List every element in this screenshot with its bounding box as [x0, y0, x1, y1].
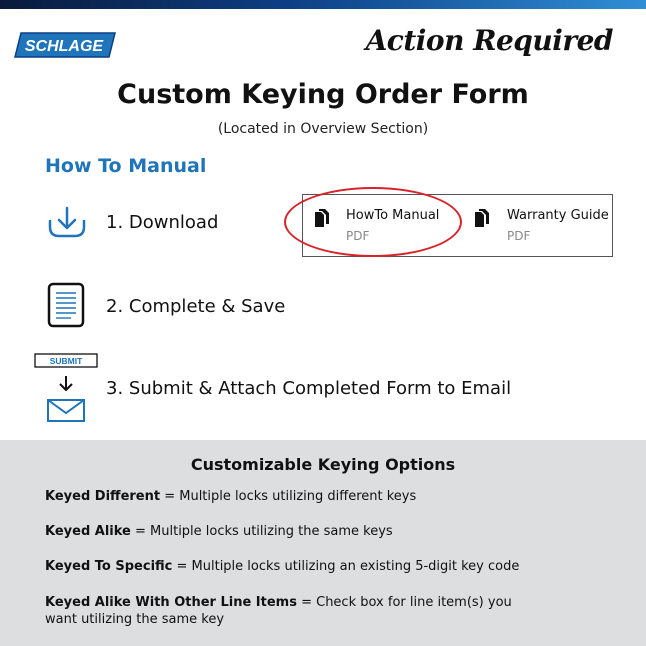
- submit-caption: SUBMIT: [49, 356, 83, 366]
- option-keyed-different: [45, 488, 545, 505]
- option-keyed-to-specific: [45, 558, 545, 575]
- step-download: 1. Download: [106, 212, 219, 233]
- option-term: Keyed Alike: [45, 524, 131, 539]
- page-subtitle: (Located in Overview Section): [217, 121, 429, 137]
- option-term: Keyed Alike With Other Line Items: [45, 595, 297, 610]
- page-title: Custom Keying Order Form: [117, 79, 529, 110]
- option-desc: = Check box for line item(s) you want utilizing the same key: [45, 595, 512, 627]
- highlight-circle: [284, 187, 462, 257]
- file-warranty-guide[interactable]: [463, 195, 613, 256]
- file-name: HowTo Manual: [346, 208, 440, 223]
- action-required-label: Action Required: [365, 24, 613, 57]
- download-icon: [47, 205, 87, 239]
- option-desc: = Multiple locks utilizing an existing 5-digit key code: [172, 559, 520, 574]
- step-submit-attach: 3. Submit & Attach Completed Form to Email: [106, 378, 512, 399]
- option-keyed-alike: [45, 523, 545, 540]
- file-icon: [474, 208, 490, 228]
- top-gradient-bar: [0, 0, 646, 9]
- options-title: Customizable Keying Options: [190, 455, 456, 474]
- section-heading: How To Manual: [45, 155, 207, 177]
- keying-options-panel: [0, 440, 646, 646]
- option-desc: = Multiple locks utilizing the same keys: [130, 524, 393, 539]
- step-complete-save: 2. Complete & Save: [106, 296, 286, 317]
- document-icon: [47, 282, 85, 328]
- file-type: PDF: [507, 229, 531, 243]
- file-name: Warranty Guide: [507, 208, 609, 223]
- option-keyed-alike-other-items: [45, 594, 545, 628]
- email-icon: [34, 353, 98, 423]
- logo-text: SCHLAGE: [24, 38, 104, 55]
- schlage-logo: [13, 31, 117, 59]
- option-desc: = Multiple locks utilizing different keys: [160, 489, 417, 504]
- file-type: PDF: [346, 229, 370, 243]
- option-term: Keyed Different: [45, 489, 161, 504]
- option-term: Keyed To Specific: [45, 559, 173, 574]
